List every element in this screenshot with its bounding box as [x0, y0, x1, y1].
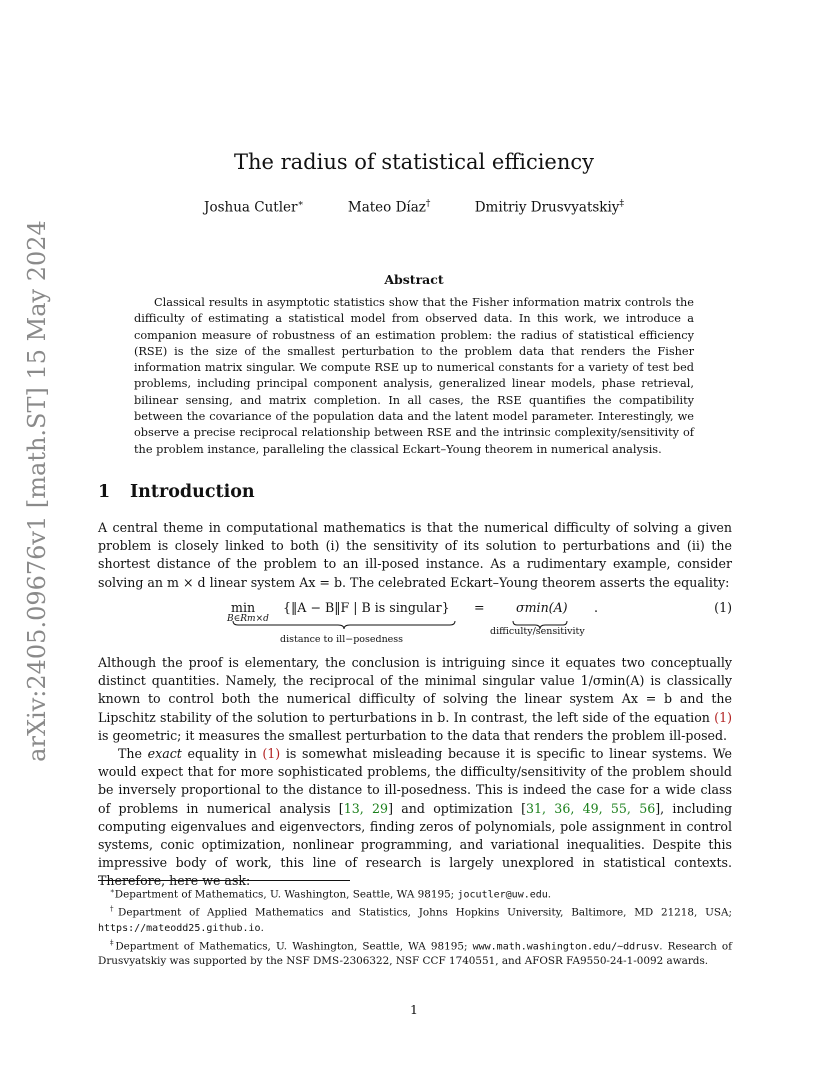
equation-reference-link[interactable]: (1)	[714, 709, 732, 725]
citation-link[interactable]: 13, 29	[343, 800, 389, 816]
footnotes	[98, 884, 732, 969]
author: Mateo Díaz†	[347, 199, 431, 216]
paragraph: Although the proof is elementary, the conclusion is intriguing since it equates two conceptually distinct quantities. Namely, the reciprocal of the minimal singular value 1/σmin(A) is classically known to control both the numerical difficulty of solving the linear system Ax = b and the Lipschitz stability of the solution to perturbations in b. In contrast, the left side of the equation (1) is geometric; it measures the smallest perturbation to the data that renders the problem ill-posed.	[98, 655, 732, 743]
equation-period: .	[594, 600, 599, 615]
equals-sign: =	[474, 600, 485, 615]
underbrace-label: distance to ill−posedness	[280, 634, 404, 645]
equation-number: (1)	[714, 600, 732, 615]
footnote: ‡Department of Mathematics, U. Washington, Seattle, WA 98195; www.math.washington.edu/~ddrusv. Research of Drusvyatskiy was supported by the NSF DMS-2306322, NSF CCF 1740551, and AFOSR FA9550-24-1-0092 awards.	[98, 938, 733, 968]
section-title: Introduction	[130, 482, 255, 502]
author-list	[0, 199, 828, 216]
footnote: ∗Department of Mathematics, U. Washington, Seattle, WA 98195; jocutler@uw.edu.	[110, 887, 552, 901]
underbrace-label: difficulty/sensitivity	[490, 626, 585, 637]
abstract-heading: Abstract	[384, 272, 444, 287]
set-expression: {‖A − B‖F | B is singular}	[283, 600, 450, 615]
equation-reference-link[interactable]: (1)	[262, 746, 281, 761]
paper-title: The radius of statistical efficiency	[233, 150, 595, 174]
author: Joshua Cutler∗	[204, 199, 304, 216]
min-operator: min	[231, 600, 256, 615]
abstract-text: Classical results in asymptotic statistics show that the Fisher information matrix controls the difficulty of estimating a statistical model from observed data. In this work, we introduce a companion measure of robustness of an estimation problem: the radius of statistical efficiency (RSE) is the size of the smallest perturbation to the problem data that renders the Fisher information matrix singular. We compute RSE up to numerical constants for a variety of test bed problems, including principal component analysis, generalized linear models, phase retrieval, bilinear sensing, and matrix completion. In all cases, the RSE quantifies the compatibility between the covariance of the population data and the latent model parameter. Interestingly, we observe a precise reciprocal relationship between RSE and the intrinsic complexity/sensitivity of the problem instance, paralleling the classical Eckart–Young theorem in numerical analysis.	[134, 296, 694, 456]
footnote: †Department of Applied Mathematics and Statistics, Johns Hopkins University, Baltimore, MD 21218, USA; https://mateodd25.github.io.	[98, 905, 732, 934]
email-link[interactable]: jocutler@uw.edu	[457, 889, 548, 901]
paragraph: The exact equality in (1) is somewhat misleading because it is specific to linear systems. We would expect that for more sophisticated problems, the difficulty/sensitivity of the problem should be inversely proportional to the distance to ill-posedness. This is indeed the case for a wide class of problems in numerical analysis [13, 29] and optimization [31, 36, 49, 55, 56], including computing eigenvalues and eigenvectors, finding zeros of polynomials, pole assignment in control systems, conic optimization, nonlinear programming, and variational inequalities. Despite this impressive body of work, this line of research is largely unexplored in statistical contexts.	[98, 746, 733, 871]
min-subscript: B∈Rm×d	[227, 614, 269, 624]
equation-eckart-young	[98, 600, 732, 648]
footnote-divider	[98, 880, 350, 881]
equation-right-side: σmin(A)	[516, 600, 568, 615]
author: Dmitriy Drusvyatskiy‡	[474, 199, 624, 216]
paragraph: A central theme in computational mathematics is that the numerical difficulty of solving a given problem is closely linked to both (i) the sensitivity of its solution to perturbations and (ii) the shortest distance of the problem to an ill-posed instance. As a rudimentary example, consider solving an m × d linear system Ax = b. The celebrated Eckart–Young theorem asserts the equality:	[98, 520, 732, 590]
homepage-link[interactable]: www.math.washington.edu/~ddrusv	[472, 941, 660, 953]
page-number: 1	[410, 1002, 418, 1017]
underbrace	[232, 620, 456, 630]
citation-link[interactable]: 31, 36, 49, 55, 56	[526, 800, 656, 816]
section-heading	[98, 482, 255, 502]
arxiv-identifier: arXiv:2405.09676v1 [math.ST] 15 May 2024	[23, 220, 51, 762]
homepage-link[interactable]: https://mateodd25.github.io	[98, 922, 261, 934]
section-number: 1	[98, 482, 111, 502]
arxiv-sidebar-stamp	[14, 220, 60, 762]
